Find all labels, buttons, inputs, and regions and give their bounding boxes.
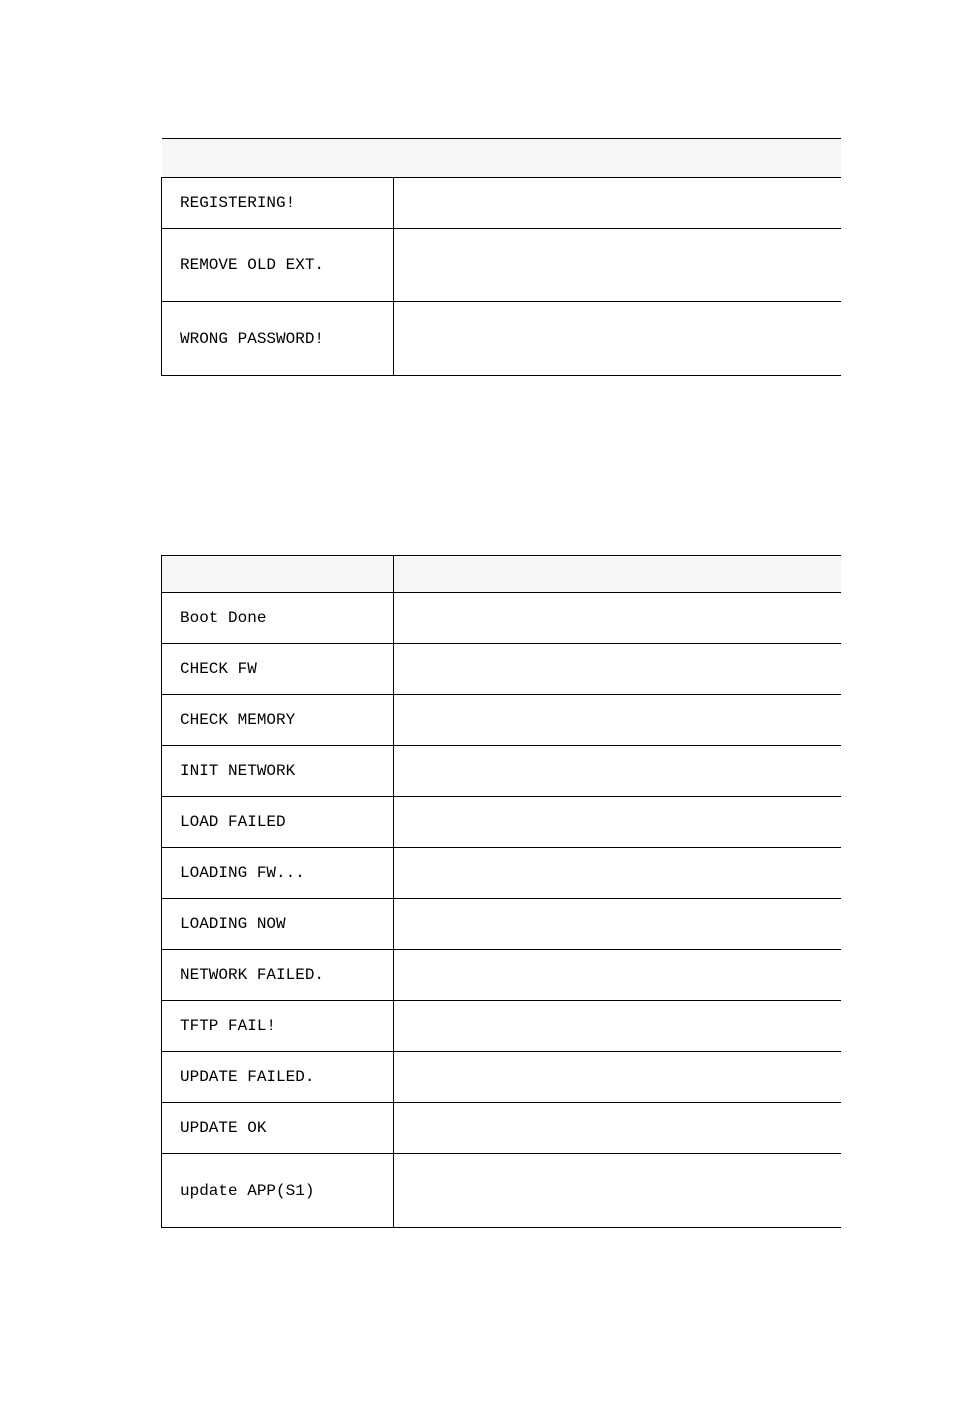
message-description-cell bbox=[394, 848, 842, 899]
message-description-cell bbox=[394, 593, 842, 644]
table-row bbox=[162, 1001, 842, 1052]
table-row bbox=[162, 644, 842, 695]
message-code-cell: CHECK MEMORY bbox=[162, 695, 394, 746]
table-row bbox=[162, 593, 842, 644]
table-header-cell bbox=[394, 556, 842, 593]
message-code-cell: LOADING NOW bbox=[162, 899, 394, 950]
message-code-cell: TFTP FAIL! bbox=[162, 1001, 394, 1052]
table-row bbox=[162, 1154, 842, 1228]
message-code-cell: UPDATE OK bbox=[162, 1103, 394, 1154]
message-description-cell bbox=[394, 1103, 842, 1154]
message-code-cell: WRONG PASSWORD! bbox=[162, 302, 394, 376]
message-code-cell: LOADING FW... bbox=[162, 848, 394, 899]
table-row bbox=[162, 899, 842, 950]
message-description-cell bbox=[394, 1052, 842, 1103]
message-code-cell: CHECK FW bbox=[162, 644, 394, 695]
message-description-cell bbox=[394, 695, 842, 746]
message-code-cell: Boot Done bbox=[162, 593, 394, 644]
table-header-cell bbox=[162, 139, 842, 178]
table-row bbox=[162, 1103, 842, 1154]
table-row bbox=[162, 1052, 842, 1103]
message-description-cell bbox=[394, 746, 842, 797]
table-row bbox=[162, 302, 842, 376]
message-code-cell: REGISTERING! bbox=[162, 178, 394, 229]
table-row bbox=[162, 950, 842, 1001]
message-code-cell: update APP(S1) bbox=[162, 1154, 394, 1228]
table-header-row bbox=[162, 139, 842, 178]
message-description-cell bbox=[394, 229, 842, 302]
table-row bbox=[162, 695, 842, 746]
message-code-cell: NETWORK FAILED. bbox=[162, 950, 394, 1001]
table-row bbox=[162, 178, 842, 229]
message-description-cell bbox=[394, 1001, 842, 1052]
table-row bbox=[162, 797, 842, 848]
message-code-cell: INIT NETWORK bbox=[162, 746, 394, 797]
message-description-cell bbox=[394, 178, 842, 229]
table-header-cell bbox=[162, 556, 394, 593]
message-description-cell bbox=[394, 899, 842, 950]
status-message-table-2 bbox=[161, 555, 841, 1228]
table-row bbox=[162, 746, 842, 797]
message-description-cell bbox=[394, 644, 842, 695]
message-code-cell: LOAD FAILED bbox=[162, 797, 394, 848]
message-code-cell: REMOVE OLD EXT. bbox=[162, 229, 394, 302]
message-description-cell bbox=[394, 797, 842, 848]
message-description-cell bbox=[394, 302, 842, 376]
status-message-table-1 bbox=[161, 138, 841, 376]
table-header-row bbox=[162, 556, 842, 593]
message-description-cell bbox=[394, 1154, 842, 1228]
message-description-cell bbox=[394, 950, 842, 1001]
table-row bbox=[162, 848, 842, 899]
message-code-cell: UPDATE FAILED. bbox=[162, 1052, 394, 1103]
table-row bbox=[162, 229, 842, 302]
